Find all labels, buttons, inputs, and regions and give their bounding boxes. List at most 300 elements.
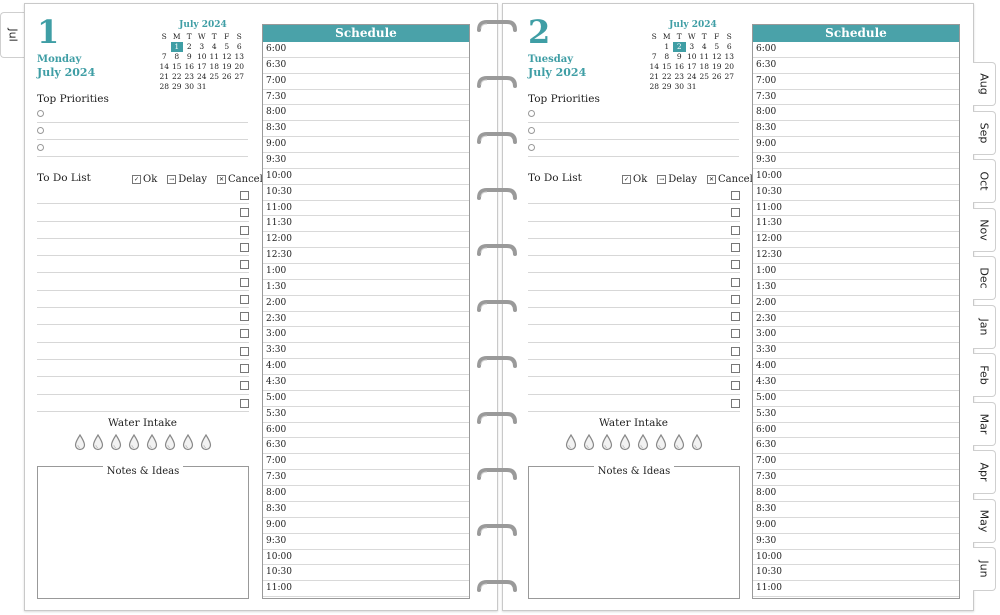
calendar-day[interactable]: 6 — [726, 42, 732, 51]
todo-row[interactable] — [528, 307, 740, 325]
calendar-day[interactable]: 19 — [711, 62, 722, 71]
schedule-slot[interactable]: 7:00 — [753, 74, 959, 90]
calendar-day — [158, 42, 171, 52]
todo-row[interactable] — [37, 238, 249, 256]
todo-checkbox[interactable] — [731, 347, 740, 356]
day-name: Monday — [37, 54, 82, 65]
calendar-day[interactable]: 18 — [699, 62, 710, 71]
schedule-slot[interactable]: 7:30 — [263, 90, 469, 106]
todo-row[interactable] — [37, 290, 249, 308]
tab-jan[interactable] — [973, 305, 996, 349]
schedule-slot[interactable]: 11:30 — [263, 216, 469, 232]
calendar-day[interactable]: 2 — [186, 42, 192, 51]
tab-jul[interactable] — [0, 12, 24, 58]
schedule-slot[interactable]: 7:30 — [753, 470, 959, 486]
schedule-slot[interactable]: 8:30 — [263, 121, 469, 137]
day-number: 1 — [37, 13, 60, 51]
schedule-slot[interactable]: 4:30 — [263, 375, 469, 391]
mini-calendar — [158, 20, 248, 92]
calendar-day[interactable]: 3 — [689, 42, 695, 51]
weekday-header: F — [224, 32, 230, 41]
notes-box[interactable] — [528, 466, 740, 599]
todo-row[interactable] — [37, 359, 249, 377]
todo-checkbox[interactable] — [240, 191, 249, 200]
todo-checkbox[interactable] — [731, 208, 740, 217]
calendar-day[interactable]: 29 — [171, 82, 182, 91]
calendar-day[interactable]: 24 — [196, 72, 207, 81]
schedule-slot[interactable]: 6:00 — [263, 42, 469, 58]
water-intake-label: Water Intake — [108, 417, 177, 429]
calendar-day[interactable]: 9 — [676, 52, 682, 61]
todo-row[interactable] — [528, 186, 740, 204]
cross-icon: ✕ — [219, 176, 225, 183]
tab-label: Mar — [977, 413, 991, 434]
schedule-slot[interactable]: 6:30 — [263, 58, 469, 74]
calendar-day[interactable]: 8 — [174, 52, 180, 61]
calendar-day[interactable]: 4 — [211, 42, 217, 51]
calendar-day[interactable]: 22 — [171, 72, 182, 81]
notes-label: Notes & Ideas — [594, 466, 674, 477]
tab-oct[interactable] — [973, 159, 996, 203]
schedule-slot[interactable]: 8:00 — [753, 486, 959, 502]
todo-row[interactable] — [528, 394, 740, 412]
check-icon: ✓ — [133, 176, 140, 183]
schedule-slot[interactable]: 2:30 — [753, 312, 959, 328]
todo-row[interactable] — [37, 376, 249, 394]
schedule-slot[interactable]: 1:30 — [263, 280, 469, 296]
calendar-day[interactable]: 31 — [196, 82, 207, 91]
schedule-slot[interactable]: 7:00 — [263, 74, 469, 90]
weekday-header: S — [651, 32, 657, 41]
todo-row[interactable] — [528, 203, 740, 221]
calendar-day[interactable]: 19 — [221, 62, 232, 71]
water-drop-icon[interactable] — [619, 434, 631, 451]
schedule-slot[interactable]: 7:00 — [753, 454, 959, 470]
calendar-day[interactable]: 8 — [664, 52, 670, 61]
todo-checkbox[interactable] — [240, 295, 249, 304]
todo-heading: To Do List — [528, 172, 582, 184]
todo-checkbox[interactable] — [240, 208, 249, 217]
schedule-slot[interactable]: 2:30 — [263, 312, 469, 328]
schedule-slot[interactable]: 8:00 — [263, 486, 469, 502]
calendar-day[interactable]: 17 — [196, 62, 207, 71]
todo-row[interactable] — [528, 273, 740, 291]
binder-ring-icon — [476, 20, 518, 33]
schedule-slot[interactable]: 9:30 — [263, 153, 469, 169]
calendar-day[interactable]: 3 — [199, 42, 205, 51]
todo-checkbox[interactable] — [240, 399, 249, 408]
schedule-slot[interactable]: 8:30 — [263, 502, 469, 518]
todo-checkbox[interactable] — [240, 381, 249, 390]
todo-row[interactable] — [528, 221, 740, 239]
weekday-header: S — [161, 32, 167, 41]
calendar-day[interactable]: 16 — [674, 62, 685, 71]
schedule-slot[interactable]: 10:00 — [263, 169, 469, 185]
schedule-header: Schedule — [263, 25, 469, 42]
binder-ring-icon — [476, 76, 518, 89]
schedule-slot[interactable]: 9:30 — [753, 153, 959, 169]
water-intake-label: Water Intake — [599, 417, 668, 429]
calendar-day-selected[interactable]: 1 — [171, 42, 184, 52]
calendar-day[interactable]: 28 — [159, 82, 170, 91]
schedule-slot[interactable]: 6:30 — [263, 438, 469, 454]
todo-row[interactable] — [528, 255, 740, 273]
tab-apr[interactable] — [973, 450, 996, 494]
todo-checkbox[interactable] — [731, 381, 740, 390]
priority-line[interactable] — [37, 105, 248, 123]
schedule-slot[interactable]: 11:00 — [263, 581, 469, 597]
mini-calendar-title: July 2024 — [179, 20, 227, 30]
calendar-day[interactable]: 10 — [686, 52, 697, 61]
schedule-slot[interactable]: 12:00 — [263, 232, 469, 248]
calendar-day[interactable]: 26 — [221, 72, 232, 81]
calendar-day[interactable]: 5 — [714, 42, 720, 51]
todo-checkbox[interactable] — [240, 347, 249, 356]
schedule-slot[interactable]: 4:00 — [263, 359, 469, 375]
priority-line[interactable] — [37, 139, 248, 157]
tab-feb[interactable] — [973, 353, 996, 397]
legend-ok: Ok — [143, 174, 158, 185]
schedule-slot[interactable]: 4:30 — [753, 375, 959, 391]
tab-label: Jan — [977, 318, 991, 335]
calendar-day — [711, 82, 724, 92]
schedule-slot[interactable]: 9:00 — [263, 137, 469, 153]
circle-icon — [528, 110, 535, 117]
cross-icon: ✕ — [709, 176, 715, 183]
tab-label: Nov — [977, 218, 991, 241]
schedule-slot[interactable]: 6:00 — [263, 423, 469, 439]
schedule-slot[interactable]: 11:30 — [753, 216, 959, 232]
todo-row[interactable] — [37, 324, 249, 342]
todo-row[interactable] — [37, 255, 249, 273]
priority-line[interactable] — [528, 139, 739, 157]
water-drop-icon[interactable] — [691, 434, 703, 451]
schedule-slot[interactable]: 1:30 — [753, 280, 959, 296]
binder-ring-icon — [476, 524, 518, 537]
schedule — [752, 24, 960, 599]
binder-ring-icon — [476, 356, 518, 369]
binder-ring-icon — [476, 188, 518, 201]
tab-label: Jun — [977, 560, 991, 578]
schedule-slot[interactable]: 6:00 — [753, 423, 959, 439]
mini-calendar-grid — [158, 32, 248, 92]
tab-label: Oct — [977, 171, 991, 191]
circle-icon — [37, 110, 44, 117]
tab-label: Dec — [977, 267, 991, 289]
todo-checkbox[interactable] — [240, 278, 249, 287]
calendar-day[interactable]: 13 — [234, 52, 245, 61]
todo-checkbox[interactable] — [240, 226, 249, 235]
calendar-day[interactable]: 20 — [724, 62, 735, 71]
schedule-slot[interactable]: 1:00 — [753, 264, 959, 280]
calendar-day[interactable]: 21 — [159, 72, 170, 81]
water-drop-icon[interactable] — [565, 434, 577, 451]
weekday-header: W — [197, 32, 206, 41]
binder-ring-icon — [476, 244, 518, 257]
circle-icon — [528, 127, 535, 134]
calendar-day[interactable]: 18 — [209, 62, 220, 71]
schedule-slot[interactable]: 9:00 — [753, 137, 959, 153]
calendar-day — [221, 82, 234, 92]
tab-may[interactable] — [973, 499, 996, 543]
month-year: July 2024 — [37, 66, 96, 79]
month-year: July 2024 — [528, 66, 587, 79]
weekday-header: T — [186, 32, 192, 41]
planner-page-tuesday — [502, 3, 974, 611]
water-drop-icon[interactable] — [128, 434, 140, 451]
todo-checkbox[interactable] — [731, 399, 740, 408]
top-priorities-heading: Top Priorities — [37, 93, 109, 105]
calendar-day[interactable]: 24 — [686, 72, 697, 81]
todo-checkbox[interactable] — [731, 364, 740, 373]
schedule-slot[interactable]: 10:00 — [263, 550, 469, 566]
calendar-day[interactable]: 12 — [711, 52, 722, 61]
tab-label: Sep — [977, 122, 991, 143]
todo-row[interactable] — [528, 376, 740, 394]
schedule-slots — [263, 42, 469, 597]
priority-line[interactable] — [37, 122, 248, 140]
notes-label: Notes & Ideas — [103, 466, 183, 477]
weekday-header: F — [714, 32, 720, 41]
legend-delay: Delay — [668, 174, 698, 185]
weekday-header: S — [236, 32, 242, 41]
schedule-header: Schedule — [753, 25, 959, 42]
todo-row[interactable] — [37, 221, 249, 239]
calendar-day[interactable]: 6 — [236, 42, 242, 51]
calendar-day[interactable]: 31 — [686, 82, 697, 91]
tab-mar[interactable] — [973, 402, 996, 446]
tab-aug[interactable] — [973, 62, 996, 106]
calendar-day[interactable]: 11 — [209, 52, 220, 61]
calendar-day[interactable]: 29 — [661, 82, 672, 91]
calendar-day[interactable]: 17 — [686, 62, 697, 71]
schedule-slot[interactable]: 10:00 — [753, 169, 959, 185]
water-drop-icon[interactable] — [74, 434, 86, 451]
schedule-slot[interactable]: 12:30 — [263, 248, 469, 264]
schedule-slot[interactable]: 2:00 — [263, 296, 469, 312]
todo-checkbox[interactable] — [240, 312, 249, 321]
water-drop-icon[interactable] — [637, 434, 649, 451]
todo-checkbox[interactable] — [731, 295, 740, 304]
calendar-day[interactable]: 13 — [724, 52, 735, 61]
todo-checkbox[interactable] — [731, 191, 740, 200]
calendar-day[interactable]: 4 — [701, 42, 707, 51]
schedule-slot[interactable]: 7:30 — [263, 470, 469, 486]
todo-row[interactable] — [37, 394, 249, 412]
water-drop-icon[interactable] — [92, 434, 104, 451]
priority-line[interactable] — [528, 105, 739, 123]
water-drop-icon[interactable] — [110, 434, 122, 451]
schedule-slot[interactable]: 5:30 — [753, 407, 959, 423]
schedule-slot[interactable]: 9:00 — [753, 518, 959, 534]
schedule-slot[interactable]: 2:00 — [753, 296, 959, 312]
calendar-day[interactable]: 23 — [184, 72, 195, 81]
todo-row[interactable] — [37, 203, 249, 221]
schedule-slot[interactable]: 9:30 — [753, 534, 959, 550]
schedule-slot[interactable]: 9:30 — [263, 534, 469, 550]
calendar-day[interactable]: 14 — [649, 62, 660, 71]
calendar-day — [208, 82, 221, 92]
todo-row[interactable] — [37, 186, 249, 204]
water-drop-icon[interactable] — [583, 434, 595, 451]
todo-checkbox[interactable] — [731, 312, 740, 321]
calendar-day[interactable]: 14 — [159, 62, 170, 71]
todo-row[interactable] — [528, 324, 740, 342]
binder-ring-icon — [476, 468, 518, 481]
todo-checkbox[interactable] — [731, 260, 740, 269]
schedule-slot[interactable]: 9:00 — [263, 518, 469, 534]
todo-checkbox[interactable] — [731, 278, 740, 287]
schedule-slot[interactable]: 6:30 — [753, 58, 959, 74]
schedule-slot[interactable]: 10:30 — [263, 565, 469, 581]
calendar-day[interactable]: 30 — [674, 82, 685, 91]
calendar-day[interactable]: 5 — [224, 42, 230, 51]
circle-icon — [37, 127, 44, 134]
schedule-slot[interactable]: 5:30 — [263, 407, 469, 423]
circle-icon — [528, 144, 535, 151]
water-drop-icon[interactable] — [164, 434, 176, 451]
schedule-slot[interactable]: 6:30 — [753, 438, 959, 454]
check-icon: ✓ — [623, 176, 630, 183]
todo-checkbox[interactable] — [731, 329, 740, 338]
calendar-day[interactable]: 11 — [699, 52, 710, 61]
water-drop-icon[interactable] — [182, 434, 194, 451]
circle-icon — [37, 144, 44, 151]
tab-label: Aug — [977, 73, 991, 95]
water-drops — [528, 434, 739, 451]
tab-sep[interactable] — [973, 111, 996, 155]
schedule-slot[interactable]: 11:00 — [263, 201, 469, 217]
todo-row[interactable] — [528, 290, 740, 308]
weekday-header: T — [676, 32, 682, 41]
calendar-day[interactable]: 9 — [186, 52, 192, 61]
todo-checkbox[interactable] — [240, 260, 249, 269]
calendar-day — [698, 82, 711, 92]
todo-row[interactable] — [528, 238, 740, 256]
calendar-day[interactable]: 10 — [196, 52, 207, 61]
calendar-day-selected[interactable]: 2 — [673, 42, 686, 52]
water-drop-icon[interactable] — [200, 434, 212, 451]
schedule-slot[interactable]: 5:00 — [753, 391, 959, 407]
water-drop-icon[interactable] — [601, 434, 613, 451]
schedule-slot[interactable]: 10:00 — [753, 550, 959, 566]
calendar-day[interactable]: 28 — [649, 82, 660, 91]
mini-calendar — [648, 20, 738, 92]
water-drop-icon[interactable] — [673, 434, 685, 451]
calendar-day[interactable]: 30 — [184, 82, 195, 91]
schedule-slot[interactable]: 8:30 — [753, 121, 959, 137]
schedule-slot[interactable]: 3:00 — [753, 327, 959, 343]
calendar-day[interactable]: 15 — [661, 62, 672, 71]
top-priorities-heading: Top Priorities — [528, 93, 600, 105]
tab-label: Feb — [977, 365, 991, 385]
todo-row[interactable] — [37, 342, 249, 360]
calendar-day[interactable]: 26 — [711, 72, 722, 81]
schedule-slot[interactable]: 10:30 — [263, 185, 469, 201]
schedule-slot[interactable]: 11:00 — [753, 201, 959, 217]
calendar-day[interactable]: 27 — [234, 72, 245, 81]
todo-checkbox[interactable] — [240, 364, 249, 373]
schedule-slot[interactable]: 12:00 — [753, 232, 959, 248]
tab-label: May — [977, 509, 991, 532]
calendar-day — [723, 82, 736, 92]
schedule-slot[interactable]: 10:30 — [753, 565, 959, 581]
mini-calendar-grid — [648, 32, 738, 92]
day-name: Tuesday — [528, 54, 574, 65]
schedule-slot[interactable]: 7:00 — [263, 454, 469, 470]
todo-row[interactable] — [37, 273, 249, 291]
schedule-slot[interactable]: 3:00 — [263, 327, 469, 343]
calendar-day[interactable]: 1 — [664, 42, 670, 51]
schedule-slot[interactable]: 5:00 — [263, 391, 469, 407]
calendar-day[interactable]: 7 — [161, 52, 167, 61]
weekday-header: T — [211, 32, 217, 41]
schedule-slot[interactable]: 8:00 — [753, 105, 959, 121]
schedule-slot[interactable]: 12:30 — [753, 248, 959, 264]
schedule-slot[interactable]: 3:30 — [753, 343, 959, 359]
schedule-slot[interactable]: 8:00 — [263, 105, 469, 121]
todo-checkbox[interactable] — [240, 329, 249, 338]
weekday-header: M — [172, 32, 181, 41]
tab-label: Jul — [6, 28, 19, 42]
tab-label: Apr — [977, 462, 991, 482]
water-drop-icon[interactable] — [146, 434, 158, 451]
water-drop-icon[interactable] — [655, 434, 667, 451]
tab-nov[interactable] — [973, 208, 996, 252]
weekday-header: W — [687, 32, 696, 41]
schedule-slot[interactable]: 7:30 — [753, 90, 959, 106]
schedule-slot[interactable]: 4:00 — [753, 359, 959, 375]
calendar-day[interactable]: 27 — [724, 72, 735, 81]
todo-row[interactable] — [528, 359, 740, 377]
tab-dec[interactable] — [973, 256, 996, 300]
day-number: 2 — [528, 13, 551, 51]
calendar-day[interactable]: 23 — [674, 72, 685, 81]
notes-box[interactable] — [37, 466, 249, 599]
todo-row[interactable] — [37, 307, 249, 325]
calendar-day[interactable]: 7 — [651, 52, 657, 61]
legend-cancel: Cancel — [228, 174, 263, 185]
schedule-slot[interactable]: 6:00 — [753, 42, 959, 58]
calendar-day[interactable]: 15 — [171, 62, 182, 71]
tab-jun[interactable] — [973, 547, 996, 591]
priority-line[interactable] — [528, 122, 739, 140]
todo-checkbox[interactable] — [731, 226, 740, 235]
schedule-slot[interactable]: 10:30 — [753, 185, 959, 201]
todo-checkbox[interactable] — [731, 243, 740, 252]
calendar-day[interactable]: 22 — [661, 72, 672, 81]
schedule-slot[interactable]: 8:30 — [753, 502, 959, 518]
schedule-slot[interactable]: 1:00 — [263, 264, 469, 280]
calendar-day[interactable]: 16 — [184, 62, 195, 71]
weekday-header: M — [662, 32, 671, 41]
binder-ring-icon — [476, 580, 518, 593]
calendar-day[interactable]: 21 — [649, 72, 660, 81]
arrow-icon: → — [169, 176, 175, 183]
weekday-header: S — [726, 32, 732, 41]
schedule-slot[interactable]: 11:00 — [753, 581, 959, 597]
calendar-day[interactable]: 20 — [234, 62, 245, 71]
todo-checkbox[interactable] — [240, 243, 249, 252]
todo-row[interactable] — [528, 342, 740, 360]
calendar-day[interactable]: 12 — [221, 52, 232, 61]
schedule-slots — [753, 42, 959, 597]
legend-delay: Delay — [178, 174, 208, 185]
calendar-day[interactable]: 25 — [209, 72, 220, 81]
schedule-slot[interactable]: 3:30 — [263, 343, 469, 359]
calendar-day[interactable]: 25 — [699, 72, 710, 81]
calendar-day — [233, 82, 246, 92]
